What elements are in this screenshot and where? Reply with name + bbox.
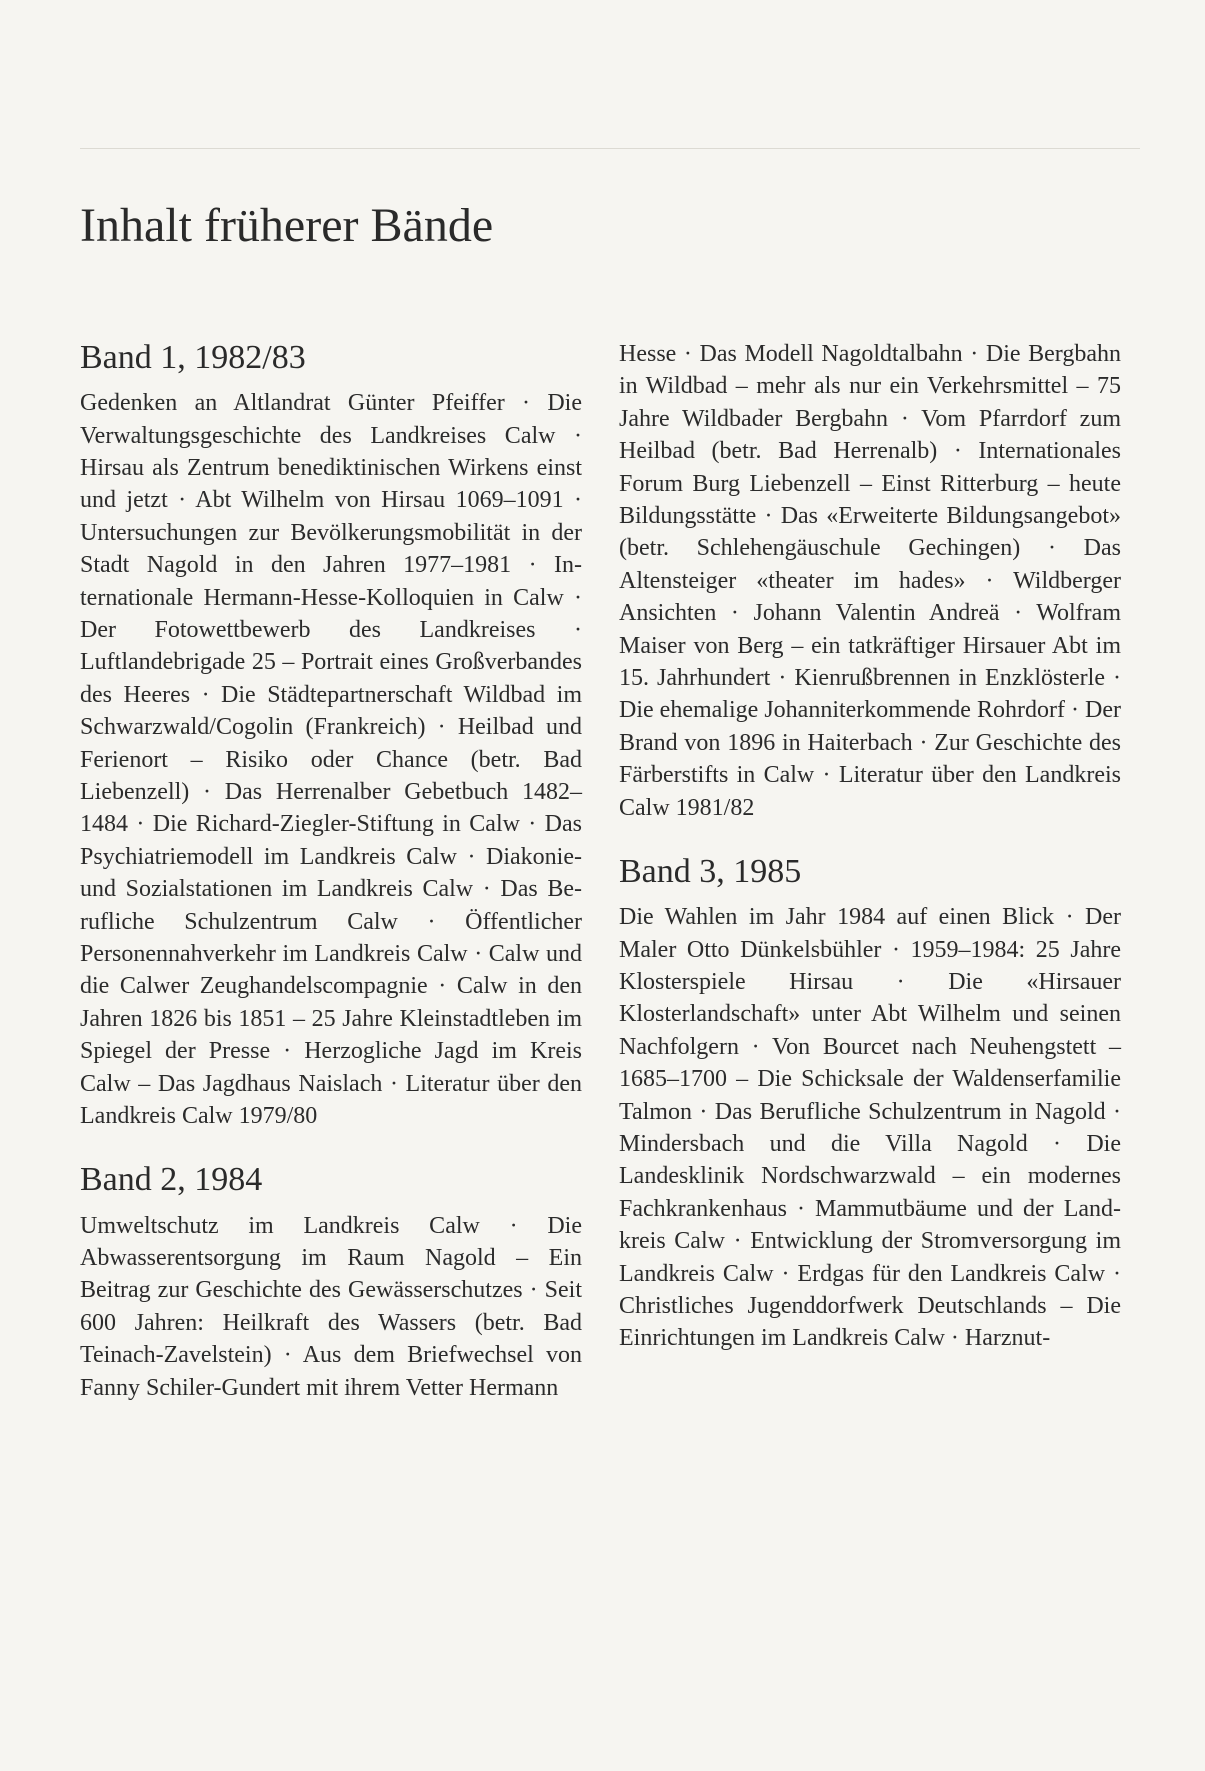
left-column (80, 338, 582, 1432)
band-3-heading: Band 3, 1985 (619, 853, 802, 891)
right-column (619, 338, 1121, 1383)
band-3-section (619, 852, 1121, 1355)
band-2-contents-continued: Hesse · Das Modell Nagoldtalbahn · Die Bergbahn in Wildbad – mehr als nur ein Verkehrsmittel – 75 Jahre Wildbader Bergbahn · Vom Pfarrdorf zum Heilbad (betr. Bad Herrenalb) · Internationales Forum Burg Liebenzell – Einst Ritterburg – heute Bildungsstätte · Das «Erweiterte Bildungsangebot» (betr. Schlehengäuschule Gechingen) · Das Altensteiger «theater im hades» · Wildberger Ansichten · Johann Valentin Andreä · Wolfram Maiser von Berg – ein tatkräftiger Hirsauer Abt im 15. Jahrhundert · Kienrußbrennen in Enzklösterle · Die ehemalige Johanniterkommende Rohrdorf · Der Brand von 1896 in Haiterbach · Zur Geschichte des Färberstifts in Calw · Literatur über den Landkreis Calw 1981/82 (619, 341, 1121, 821)
band-1-heading: Band 1, 1982/83 (80, 339, 306, 376)
header-rule (80, 148, 1140, 149)
band-1-contents: Gedenken an Altlandrat Günter Pfeiffer · Die Verwaltungsgeschichte des Landkreises Calw · Hirsau als Zentrum benediktinischen Wirkens einst und jetzt · Abt Wilhelm von Hirsau 1069–1091 · Untersuchungen zur Bevölkerungsmobilität in der Stadt Nagold in den Jahren 1977–1981 · Internationale Hermann-Hesse-Kolloquien in Calw · Der Fotowettbewerb des Landkreises · Luftlandebrigade 25 – Portrait eines Großverbandes des Heeres · Die Städtepartnerschaft Wildbad im Schwarzwald/Cogolin (Frankreich) · Heilbad und Ferienort – Risiko oder Chance (betr. Bad Liebenzell) · Das Herrenalber Gebetbuch 1482–1484 · Die Richard-Ziegler-Stiftung in Calw · Das Psychiatriemodell im Landkreis Calw · Diakonie- und Sozialstationen im Landkreis Calw · Das Berufliche Schulzentrum Calw · Öffentlicher Personennahverkehr im Landkreis Calw · Calw und die Calwer Zeughandelscompagnie · Calw in den Jahren 1826 bis 1851 – 25 Jahre Kleinstadtleben im Spiegel der Presse · Herzogliche Jagd im Kreis Calw – Das Jagdhaus Naislach · Literatur über den Landkreis Calw 1979/80 (80, 390, 582, 1130)
band-2-contents: Umweltschutz im Landkreis Calw · Die Abwasserentsorgung im Raum Nagold – Ein Beitrag zur Geschichte des Gewässerschutzes · Seit 600 Jahren: Heilkraft des Wassers (betr. Bad Teinach-Zavelstein) · Aus dem Briefwechsel von Fanny Schiler-Gundert mit ihrem Vetter Hermann (80, 1212, 582, 1401)
page-title: Inhalt früherer Bände (80, 199, 494, 252)
band-2-section (80, 1160, 582, 1404)
band-1-section (80, 338, 582, 1132)
band-3-contents: Die Wahlen im Jahr 1984 auf einen Blick · Der Maler Otto Dünkelsbühler · 1959–1984: 25 Jahre Klosterspiele Hirsau · Die «Hirsauer Klosterlandschaft» unter Abt Wilhelm und seinen Nachfolgern · Von Bourcet nach Neuhengstett – 1685–1700 – Die Schicksale der Waldenserfamilie Talmon · Das Berufliche Schulzentrum in Nagold · Mindersbach und die Villa Nagold · Die Landesklinik Nordschwarzwald – ein modernes Fachkrankenhaus · Mammutbäume und der Landkreis Calw · Entwicklung der Stromversorgung im Landkreis Calw · Erdgas für den Landkreis Calw · Christliches Jugenddorfwerk Deutschlands – Die Einrichtungen im Landkreis Calw · Harznut- (619, 904, 1121, 1352)
band-2-continued-section (619, 338, 1121, 824)
band-2-heading: Band 2, 1984 (80, 1161, 263, 1199)
